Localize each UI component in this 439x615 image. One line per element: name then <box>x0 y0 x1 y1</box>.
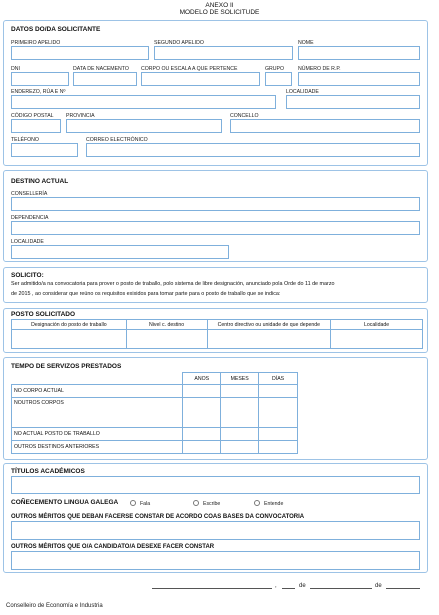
col-days: DÍAS <box>259 373 298 385</box>
province-field[interactable] <box>66 119 222 133</box>
second-surname-label: SEGUNDO APELIDO <box>154 40 204 46</box>
second-surname-field[interactable] <box>154 46 293 60</box>
signature-month-line[interactable] <box>310 588 372 589</box>
previous-posts-days[interactable] <box>259 441 298 454</box>
rp-number-field[interactable] <box>298 72 420 86</box>
requested-post-table <box>11 319 423 349</box>
col-post-designation: Designación do posto de traballo <box>12 320 127 330</box>
signature-de-2: de <box>375 583 382 589</box>
request-text-line2: de 2015 , ao considerar que reúno os requisitos exixidos para tomar parte para o posto de traballo que se indica: <box>11 291 281 297</box>
first-surname-field[interactable] <box>11 46 149 60</box>
degrees-field[interactable] <box>11 476 420 494</box>
writes-radio[interactable] <box>193 500 199 506</box>
email-field[interactable] <box>86 143 420 157</box>
directive-center-cell[interactable] <box>207 330 331 349</box>
postal-code-label: CÓDIGO POSTAL <box>11 113 54 119</box>
applicant-section <box>3 20 428 166</box>
department-label: DEPENDENCIA <box>11 215 49 221</box>
current-post-title: DESTINO ACTUAL <box>11 178 69 185</box>
degrees-title: TÍTULOS ACADÉMICOS <box>11 468 85 475</box>
current-corps-months[interactable] <box>221 385 259 398</box>
dni-label: DNI <box>11 66 20 72</box>
understands-label: Entende <box>264 501 284 507</box>
col-post-locality: Localidade <box>331 320 423 330</box>
col-years: ANOS <box>183 373 221 385</box>
corps-label: CORPO OU ESCALA A QUE PERTENCE <box>141 66 238 72</box>
post-designation-cell[interactable] <box>12 330 127 349</box>
signature-day-line[interactable] <box>282 588 295 589</box>
understands-radio[interactable] <box>254 500 260 506</box>
applicant-section-title: DATOS DO/DA SOLICITANTE <box>11 26 101 33</box>
birth-date-field[interactable] <box>73 72 137 86</box>
row-current-post: NO ACTUAL POSTO DE TRABALLO <box>12 428 183 441</box>
col-destination-level: Nivel c. destino <box>126 320 207 330</box>
ministry-field[interactable] <box>11 197 420 211</box>
other-corps-months[interactable] <box>221 398 259 428</box>
corps-field[interactable] <box>141 72 260 86</box>
request-title: SOLICITO: <box>11 272 44 279</box>
email-label: CORREO ELECTRÓNICO <box>86 137 148 143</box>
col-months: MESES <box>221 373 259 385</box>
post-locality-cell[interactable] <box>331 330 423 349</box>
qualifications-section <box>3 463 428 573</box>
header-form-title: MODELO DE SOLICITUDE <box>179 9 260 16</box>
other-corps-days[interactable] <box>259 398 298 428</box>
current-post-months[interactable] <box>221 428 259 441</box>
rp-number-label: NÚMERO DE R.P. <box>298 66 341 72</box>
speaks-label: Fala <box>140 501 151 507</box>
locality-label: LOCALIDADE <box>286 89 319 95</box>
current-corps-years[interactable] <box>183 385 221 398</box>
name-field[interactable] <box>298 46 420 60</box>
request-text-line1: Ser admitido/a na convocatoria para prover o posto de traballo, polo sistema de libre designación, anunciado pola Orde do 11 de marzo <box>11 281 335 287</box>
province-label: PROVINCIA <box>66 113 95 119</box>
requested-post-section <box>3 308 428 353</box>
row-other-corps: NOUTROS CORPOS <box>12 398 183 428</box>
merits-bases-field[interactable] <box>11 521 420 540</box>
current-locality-field[interactable] <box>11 245 229 259</box>
merits-bases-title: OUTROS MÉRITOS QUE DEBAN FACERSE CONSTAR DE ACORDO COAS BASES DA CONVOCATORIA <box>11 514 305 520</box>
phone-label: TELÉFONO <box>11 137 39 143</box>
signature-year-line[interactable] <box>386 588 420 589</box>
current-locality-label: LOCALIDADE <box>11 239 44 245</box>
header-annex: ANEXO II <box>205 2 234 9</box>
merits-candidate-field[interactable] <box>11 551 420 570</box>
group-label: GRUPO <box>265 66 285 72</box>
department-field[interactable] <box>11 221 420 235</box>
birth-date-label: DATA DE NACEMENTO <box>73 66 129 72</box>
service-time-title: TEMPO DE SERVIZOS PRESTADOS <box>11 363 122 370</box>
col-directive-center: Centro directivo ou unidade de que depende <box>207 320 331 330</box>
current-post-section <box>3 170 428 262</box>
signature-place-line[interactable] <box>152 588 272 589</box>
council-field[interactable] <box>230 119 420 133</box>
signature-de-1: de <box>299 583 306 589</box>
dni-field[interactable] <box>11 72 69 86</box>
group-field[interactable] <box>265 72 292 86</box>
destination-level-cell[interactable] <box>126 330 207 349</box>
ministry-label: CONSELLERÍA <box>11 191 48 197</box>
name-label: NOME <box>298 40 314 46</box>
footer-addressee: Conselleiro de Economía e Industria <box>6 603 103 609</box>
row-current-corps: NO CORPO ACTUAL <box>12 385 183 398</box>
merits-candidate-title: OUTROS MÉRITOS QUE O/A CANDIDATO/A DESEXE FACER CONSTAR <box>11 544 215 550</box>
request-section <box>3 267 428 303</box>
locality-field[interactable] <box>286 95 420 109</box>
other-corps-years[interactable] <box>183 398 221 428</box>
phone-field[interactable] <box>11 143 78 157</box>
service-time-table <box>11 372 298 454</box>
current-corps-days[interactable] <box>259 385 298 398</box>
writes-label: Escribe <box>203 501 221 507</box>
row-previous-posts: OUTROS DESTINOS ANTERIORES <box>12 441 183 454</box>
previous-posts-years[interactable] <box>183 441 221 454</box>
council-label: CONCELLO <box>230 113 259 119</box>
address-label: ENDEREZO, RÚA E Nº <box>11 89 66 95</box>
speaks-radio[interactable] <box>130 500 136 506</box>
address-field[interactable] <box>11 95 276 109</box>
previous-posts-months[interactable] <box>221 441 259 454</box>
galician-language-title: COÑECEMENTO LINGUA GALEGA <box>11 499 119 506</box>
first-surname-label: PRIMEIRO APELIDO <box>11 40 61 46</box>
requested-post-title: POSTO SOLICITADO <box>11 311 76 318</box>
signature-comma: , <box>275 583 277 589</box>
current-post-days[interactable] <box>259 428 298 441</box>
postal-code-field[interactable] <box>11 119 61 133</box>
service-time-section <box>3 357 428 460</box>
current-post-years[interactable] <box>183 428 221 441</box>
